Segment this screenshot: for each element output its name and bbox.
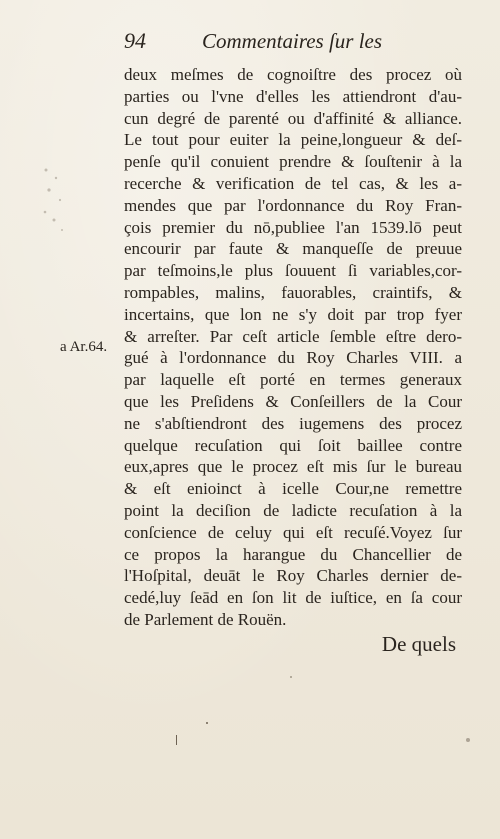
text-line: cun degré de parenté ou d'affinité & alliance. — [124, 108, 462, 128]
show-through-ornament — [40, 160, 68, 240]
text-line: parties ou l'vne d'elles les attiendront d'au- — [124, 86, 462, 106]
text-line: quelque recuſation qui ſoit baillee contre — [124, 435, 462, 455]
text-line: de Parlement de Rouën. — [124, 609, 287, 629]
running-title: Commentaires ſur les — [202, 29, 383, 53]
text-line: conſcience de celuy qui eſt recuſé.Voyez ſur — [124, 522, 462, 542]
text-line: ce propos la harangue du Chancellier de — [124, 544, 462, 564]
text-line: gué à l'ordonnance du Roy Charles VIII. a — [124, 348, 462, 368]
text-line: mendes que par l'ordonnance du Roy Fran- — [124, 195, 462, 215]
page-number: 94 — [124, 28, 146, 53]
paper-speck — [466, 738, 470, 742]
text-line: penſe qu'il conuient prendre & ſouſtenir à la — [124, 152, 462, 172]
text-line: point la deciſion de ladicte recuſation à la — [124, 500, 462, 520]
text-line: recerche & verification de tel cas, & les a- — [124, 173, 462, 193]
text-line: l'Hoſpital, deuāt le Roy Charles dernier de- — [124, 566, 462, 586]
paper-speck — [290, 676, 292, 678]
text-line: par laquelle eſt porté en termes generaux — [124, 370, 462, 390]
text-line: incertains, que lon ne s'y doit par trop fyer — [124, 304, 462, 324]
text-line: eux,apres que le procez eſt mis ſur le bureau — [124, 457, 462, 477]
text-line: rompables, malins, fauorables, craintifs, & — [124, 282, 462, 302]
text-line: encourir par faute & manqueſſe de preuue — [124, 239, 462, 259]
text-line: cedé,luy ſeād en ſon lit de iuſtice, en ſa cour — [124, 588, 462, 608]
margin-note: a Ar.64. — [60, 339, 108, 355]
text-line: que les Preſidens & Conſeillers de la Cour — [124, 391, 462, 411]
body-text — [124, 64, 462, 631]
text-line: ne s'abſtiendront des iugemens des procez — [124, 413, 462, 433]
page-header — [124, 28, 394, 56]
catchword: De quels — [381, 632, 456, 656]
text-line: deux meſmes de cognoiſtre des procez où — [124, 65, 462, 84]
paper-speck — [206, 722, 208, 724]
text-line: çois premier du nō,publiee l'an 1539.lō peut — [124, 217, 462, 237]
text-line: & eſt enioinct à icelle Cour,ne remettre — [124, 479, 462, 499]
text-line: & arreſter. Par ceſt article ſemble eſtre dero- — [124, 326, 462, 346]
paper-speck — [176, 735, 177, 745]
text-line: Le tout pour euiter la peine,longueur & deſ- — [124, 130, 462, 150]
text-line: par teſmoins,le plus ſouuent ſi variables,cor- — [124, 261, 462, 281]
